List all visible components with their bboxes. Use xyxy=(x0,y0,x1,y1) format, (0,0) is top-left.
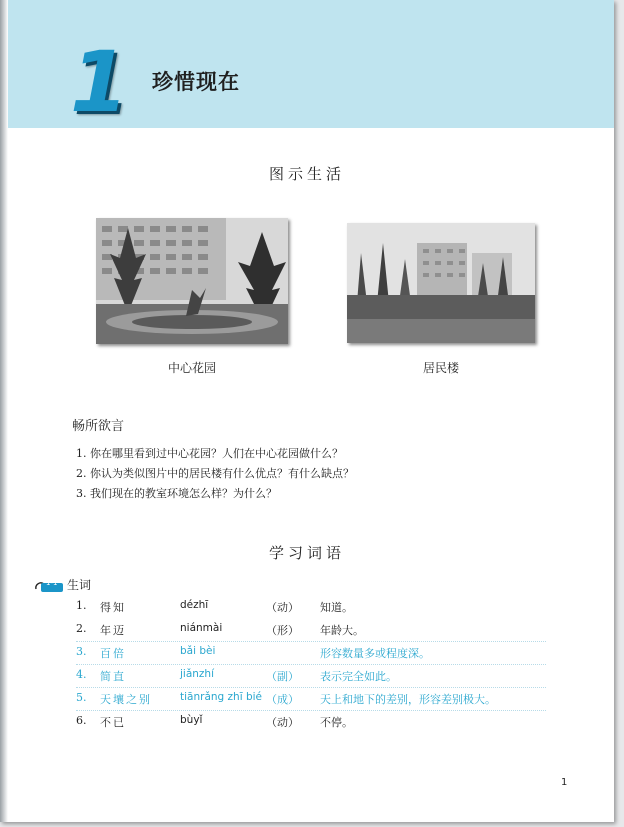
vocab-meaning: 不停。 xyxy=(320,716,353,729)
vocab-number: 5. xyxy=(76,691,87,704)
vocab-number: 6. xyxy=(76,714,87,727)
vocab-pinyin: tiānrǎng zhī bié xyxy=(180,691,262,703)
vocab-word: 不已 xyxy=(100,716,126,729)
vocab-number: 4. xyxy=(76,668,87,681)
vocab-part-of-speech: （动） xyxy=(266,716,299,729)
vocab-word: 简直 xyxy=(100,670,126,683)
vocab-row xyxy=(0,645,614,665)
audio-track-label: 1-1 xyxy=(46,579,58,587)
vocab-meaning: 天上和地下的差别，形容差别极大。 xyxy=(320,693,496,706)
chapter-number: 1 xyxy=(70,33,129,131)
vocab-word: 天壤之别 xyxy=(100,693,152,706)
row-divider xyxy=(76,710,546,711)
vocab-row xyxy=(0,668,614,688)
vocab-heading-label: 生词 xyxy=(67,577,92,592)
vocab-row xyxy=(0,691,614,711)
photo-caption-central-garden: 中心花园 xyxy=(167,361,216,375)
vocab-meaning: 形容数量多或程度深。 xyxy=(320,647,430,660)
vocab-row xyxy=(0,622,614,642)
vocab-pinyin: dézhī xyxy=(180,599,209,611)
vocab-number: 3. xyxy=(76,645,87,658)
photo-residential-building xyxy=(347,223,535,343)
discussion-question: 1. 你在哪里看到过中心花园？人们在中心花园做什么？ xyxy=(76,447,343,460)
residential-building-illustration xyxy=(347,223,535,343)
vocab-number: 1. xyxy=(76,599,87,612)
audio-track-icon[interactable] xyxy=(34,578,64,590)
row-divider xyxy=(76,664,546,665)
vocab-word: 年迈 xyxy=(100,624,126,637)
vocab-number: 2. xyxy=(76,622,87,635)
vocab-part-of-speech: （动） xyxy=(266,601,299,614)
chapter-title: 珍惜现在 xyxy=(152,70,240,94)
discussion-heading: 畅所欲言 xyxy=(72,419,125,434)
vocab-part-of-speech: （副） xyxy=(266,670,299,683)
section-title-learn-words: 学习词语 xyxy=(268,544,345,562)
vocab-row xyxy=(0,599,614,619)
vocab-pinyin: niánmài xyxy=(180,622,223,634)
vocab-meaning: 年龄大。 xyxy=(320,624,364,637)
vocab-meaning: 表示完全如此。 xyxy=(320,670,397,683)
row-divider xyxy=(76,641,546,642)
vocab-pinyin: bǎi bèi xyxy=(180,645,216,657)
vocab-word: 百倍 xyxy=(100,647,126,660)
row-divider xyxy=(76,687,546,688)
vocab-row xyxy=(0,714,614,734)
photo-caption-residential-building: 居民楼 xyxy=(422,361,459,375)
vocab-part-of-speech: （形） xyxy=(266,624,299,637)
central-garden-illustration xyxy=(96,218,288,344)
vocab-part-of-speech: （成） xyxy=(266,693,299,706)
vocab-meaning: 知道。 xyxy=(320,601,353,614)
discussion-question: 2. 你认为类似图片中的居民楼有什么优点？有什么缺点？ xyxy=(76,467,354,480)
discussion-question: 3. 我们现在的教室环境怎么样？为什么？ xyxy=(76,487,277,500)
vocab-pinyin: jiǎnzhí xyxy=(180,668,215,680)
photo-central-garden xyxy=(96,218,288,344)
vocab-heading xyxy=(34,576,91,592)
vocab-pinyin: bùyǐ xyxy=(180,714,203,726)
vocab-word: 得知 xyxy=(100,601,126,614)
page-number: 1 xyxy=(561,777,568,788)
section-title-illustrated-life: 图示生活 xyxy=(268,165,345,183)
